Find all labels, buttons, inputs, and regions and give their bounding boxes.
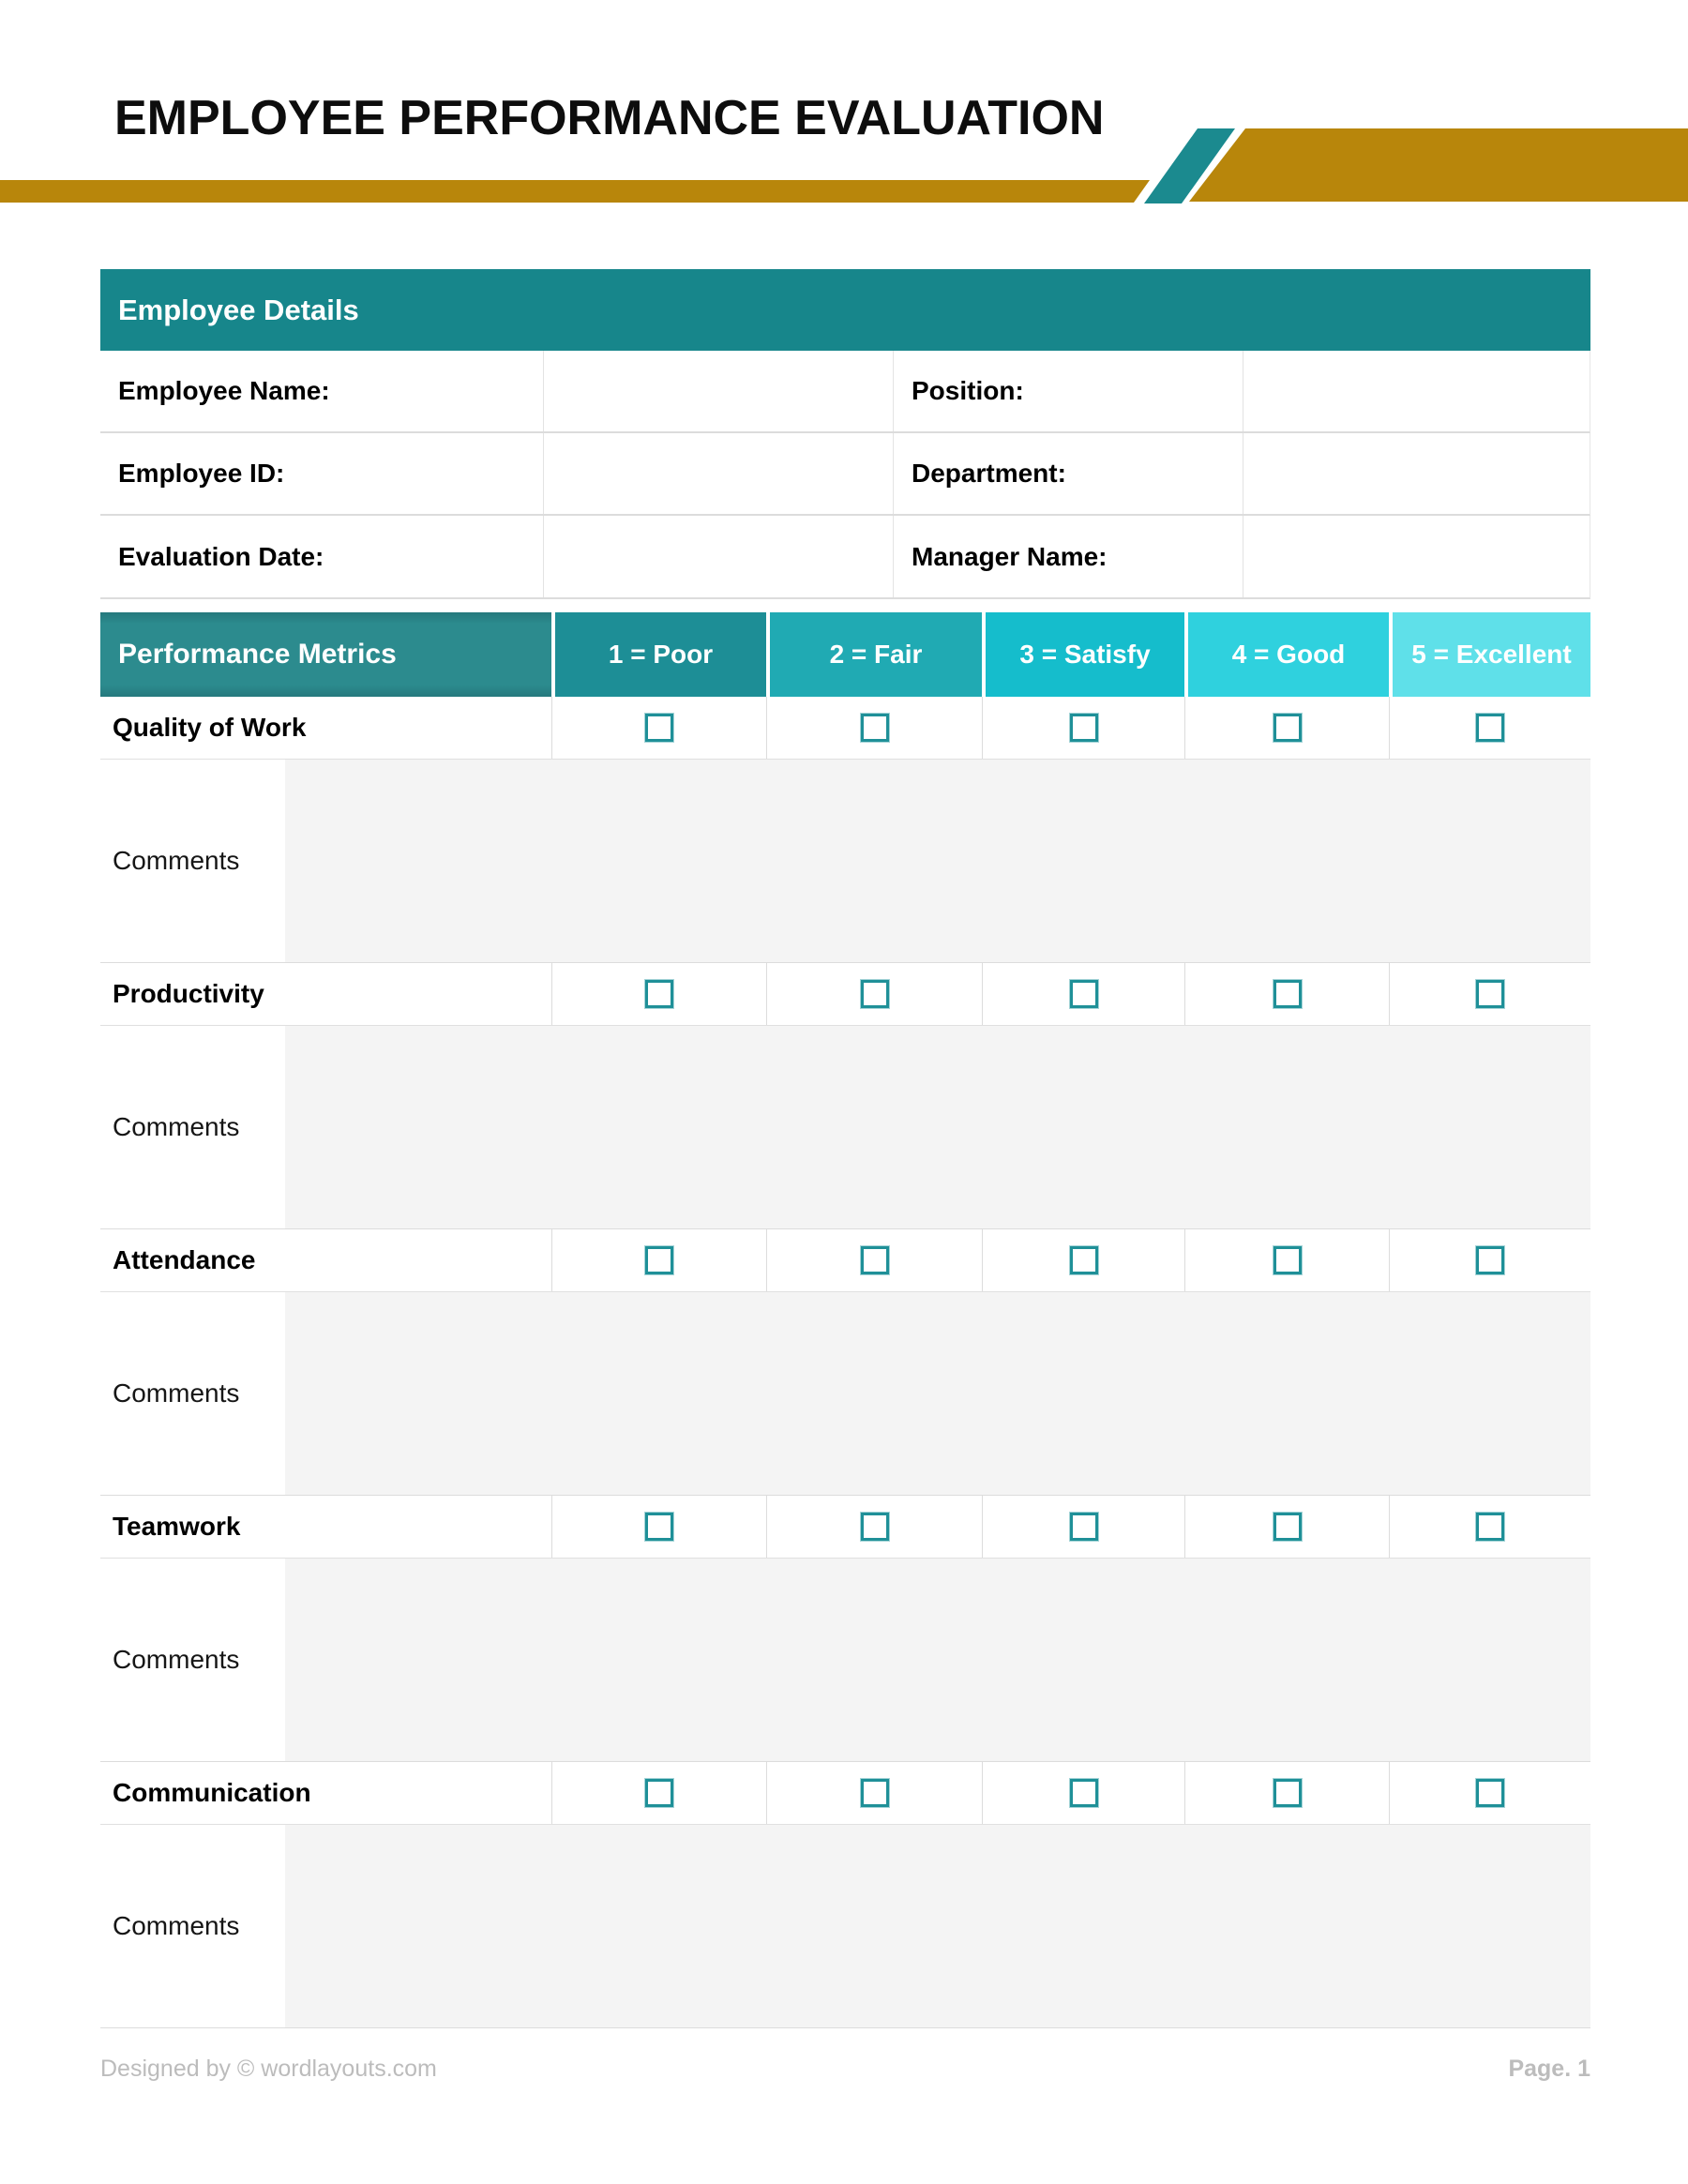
rating-cell	[766, 697, 982, 759]
employee-details-row	[100, 433, 1590, 516]
rating-cell	[1389, 963, 1590, 1025]
rating-cell	[982, 963, 1184, 1025]
comments-box-communication[interactable]	[285, 1825, 1590, 2027]
metric-label-communication: Communication	[113, 1778, 311, 1807]
metric-label-quality-of-work: Quality of Work	[113, 713, 307, 742]
checkbox-productivity-4[interactable]	[1274, 980, 1302, 1008]
position-label: Position:	[894, 351, 1243, 431]
gold-parallelogram-shape	[1189, 128, 1688, 202]
metric-row-teamwork	[100, 1496, 1590, 1559]
manager-name-value-cell[interactable]	[1243, 516, 1590, 597]
metric-row-attendance	[100, 1229, 1590, 1292]
checkbox-teamwork-2[interactable]	[861, 1513, 889, 1541]
footer-credit: Designed by © wordlayouts.com	[100, 2056, 437, 2082]
employee-name-value-cell[interactable]	[544, 351, 894, 431]
checkbox-attendance-3[interactable]	[1070, 1246, 1098, 1274]
rating-header-poor: 1 = Poor	[551, 612, 766, 697]
comments-row-attendance	[100, 1292, 1590, 1496]
comments-row-teamwork	[100, 1559, 1590, 1762]
rating-cell	[1389, 1762, 1590, 1824]
checkbox-communication-2[interactable]	[861, 1779, 889, 1807]
comments-label: Comments	[100, 760, 285, 962]
comments-label: Comments	[100, 1292, 285, 1495]
employee-name-label: Employee Name:	[100, 351, 544, 431]
comments-box-quality-of-work[interactable]	[285, 760, 1590, 962]
checkbox-attendance-5[interactable]	[1476, 1246, 1504, 1274]
metric-label-attendance: Attendance	[113, 1245, 256, 1274]
comments-label: Comments	[100, 1825, 285, 2027]
rating-cell	[766, 1496, 982, 1558]
checkbox-attendance-1[interactable]	[645, 1246, 673, 1274]
rating-cell	[766, 1229, 982, 1291]
rating-cell	[551, 697, 766, 759]
checkbox-teamwork-5[interactable]	[1476, 1513, 1504, 1541]
rating-cell	[1389, 1229, 1590, 1291]
rating-cell	[766, 963, 982, 1025]
rating-cell	[551, 963, 766, 1025]
rating-cell	[551, 1229, 766, 1291]
checkbox-quality-of-work-4[interactable]	[1274, 714, 1302, 742]
checkbox-communication-5[interactable]	[1476, 1779, 1504, 1807]
rating-cell	[982, 1496, 1184, 1558]
comments-box-attendance[interactable]	[285, 1292, 1590, 1495]
comments-row-communication	[100, 1825, 1590, 2028]
rating-cell	[982, 697, 1184, 759]
metric-label-teamwork: Teamwork	[113, 1512, 241, 1541]
footer-page-number: Page. 1	[1508, 2056, 1590, 2082]
checkbox-productivity-1[interactable]	[645, 980, 673, 1008]
rating-cell	[982, 1229, 1184, 1291]
employee-id-value-cell[interactable]	[544, 433, 894, 514]
checkbox-teamwork-3[interactable]	[1070, 1513, 1098, 1541]
employee-details-row	[100, 516, 1590, 599]
rating-cell	[766, 1762, 982, 1824]
employee-id-label: Employee ID:	[100, 433, 544, 514]
rating-cell	[1389, 697, 1590, 759]
gold-bar-shape	[0, 180, 1150, 203]
checkbox-productivity-2[interactable]	[861, 980, 889, 1008]
metric-label-productivity: Productivity	[113, 979, 264, 1008]
comments-row-quality-of-work	[100, 760, 1590, 963]
rating-cell	[982, 1762, 1184, 1824]
checkbox-attendance-4[interactable]	[1274, 1246, 1302, 1274]
rating-header-satisfy: 3 = Satisfy	[982, 612, 1184, 697]
evaluation-date-value-cell[interactable]	[544, 516, 894, 597]
checkbox-quality-of-work-2[interactable]	[861, 714, 889, 742]
checkbox-quality-of-work-5[interactable]	[1476, 714, 1504, 742]
checkbox-productivity-3[interactable]	[1070, 980, 1098, 1008]
metric-row-quality-of-work	[100, 697, 1590, 760]
page-title: EMPLOYEE PERFORMANCE EVALUATION	[114, 91, 1105, 145]
checkbox-productivity-5[interactable]	[1476, 980, 1504, 1008]
rating-cell	[551, 1496, 766, 1558]
rating-cell	[1184, 963, 1389, 1025]
page-footer	[100, 2056, 1590, 2083]
department-label: Department:	[894, 433, 1243, 514]
checkbox-quality-of-work-3[interactable]	[1070, 714, 1098, 742]
comments-label: Comments	[100, 1026, 285, 1228]
comments-box-teamwork[interactable]	[285, 1559, 1590, 1761]
evaluation-date-label: Evaluation Date:	[100, 516, 544, 597]
rating-cell	[1389, 1496, 1590, 1558]
performance-metrics-header-row	[100, 612, 1590, 697]
employee-details-table	[100, 269, 1590, 599]
checkbox-communication-1[interactable]	[645, 1779, 673, 1807]
rating-header-good: 4 = Good	[1184, 612, 1389, 697]
performance-metrics-header: Performance Metrics	[100, 612, 551, 697]
checkbox-attendance-2[interactable]	[861, 1246, 889, 1274]
department-value-cell[interactable]	[1243, 433, 1590, 514]
rating-cell	[1184, 1762, 1389, 1824]
manager-name-label: Manager Name:	[894, 516, 1243, 597]
position-value-cell[interactable]	[1243, 351, 1590, 431]
metric-row-productivity	[100, 963, 1590, 1026]
employee-details-header: Employee Details	[100, 269, 1590, 351]
performance-metrics-table	[100, 612, 1590, 2028]
comments-row-productivity	[100, 1026, 1590, 1229]
rating-cell	[551, 1762, 766, 1824]
metric-row-communication	[100, 1762, 1590, 1825]
rating-header-excellent: 5 = Excellent	[1389, 612, 1590, 697]
checkbox-teamwork-4[interactable]	[1274, 1513, 1302, 1541]
rating-cell	[1184, 1496, 1389, 1558]
employee-details-row	[100, 351, 1590, 433]
checkbox-quality-of-work-1[interactable]	[645, 714, 673, 742]
rating-header-fair: 2 = Fair	[766, 612, 982, 697]
checkbox-communication-4[interactable]	[1274, 1779, 1302, 1807]
comments-box-productivity[interactable]	[285, 1026, 1590, 1228]
checkbox-teamwork-1[interactable]	[645, 1513, 673, 1541]
rating-cell	[1184, 1229, 1389, 1291]
rating-cell	[1184, 697, 1389, 759]
comments-label: Comments	[100, 1559, 285, 1761]
checkbox-communication-3[interactable]	[1070, 1779, 1098, 1807]
